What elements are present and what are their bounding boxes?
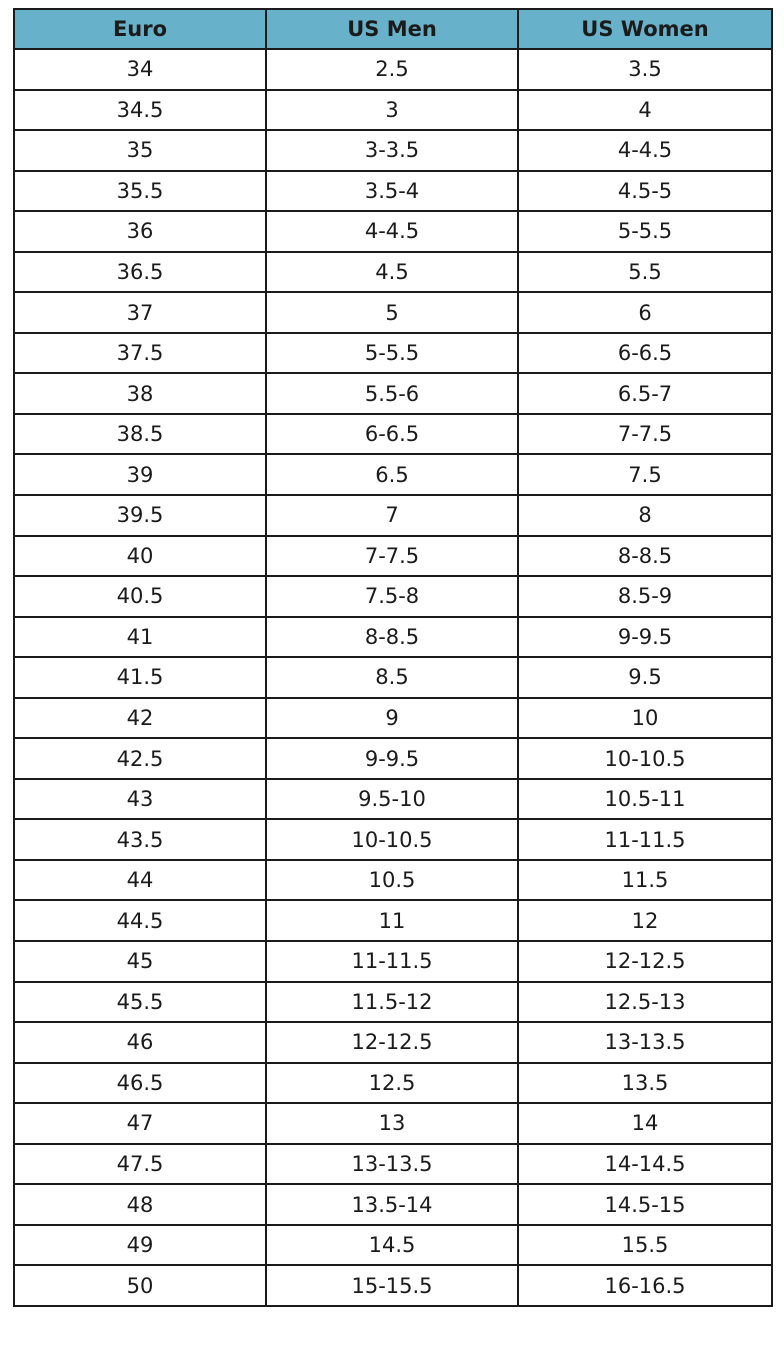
us-women-cell: 11-11.5 bbox=[518, 819, 772, 860]
us-women-cell: 13.5 bbox=[518, 1063, 772, 1104]
us-men-cell: 7-7.5 bbox=[266, 536, 518, 577]
us-women-cell: 7.5 bbox=[518, 454, 772, 495]
table-row bbox=[14, 1144, 772, 1185]
table-row bbox=[14, 49, 772, 90]
euro-cell: 35 bbox=[14, 130, 266, 171]
table-row bbox=[14, 454, 772, 495]
us-women-cell: 14.5-15 bbox=[518, 1184, 772, 1225]
euro-cell: 34.5 bbox=[14, 90, 266, 131]
table-row bbox=[14, 211, 772, 252]
euro-cell: 38 bbox=[14, 373, 266, 414]
euro-cell: 43 bbox=[14, 779, 266, 820]
euro-cell: 44.5 bbox=[14, 900, 266, 941]
us-men-cell: 11 bbox=[266, 900, 518, 941]
us-men-cell: 10.5 bbox=[266, 860, 518, 901]
euro-cell: 39.5 bbox=[14, 495, 266, 536]
us-women-cell: 4-4.5 bbox=[518, 130, 772, 171]
euro-cell: 34 bbox=[14, 49, 266, 90]
table-body bbox=[14, 49, 772, 1306]
us-women-cell: 9.5 bbox=[518, 657, 772, 698]
euro-cell: 45.5 bbox=[14, 982, 266, 1023]
us-men-cell: 11.5-12 bbox=[266, 982, 518, 1023]
euro-cell: 44 bbox=[14, 860, 266, 901]
table-row bbox=[14, 171, 772, 212]
header-row bbox=[14, 9, 772, 49]
us-women-cell: 6-6.5 bbox=[518, 333, 772, 374]
euro-cell: 40.5 bbox=[14, 576, 266, 617]
us-women-cell: 14-14.5 bbox=[518, 1144, 772, 1185]
us-men-cell: 5-5.5 bbox=[266, 333, 518, 374]
us-men-cell: 4-4.5 bbox=[266, 211, 518, 252]
euro-cell: 36 bbox=[14, 211, 266, 252]
us-women-cell: 16-16.5 bbox=[518, 1265, 772, 1306]
us-women-cell: 6 bbox=[518, 292, 772, 333]
table-row bbox=[14, 900, 772, 941]
us-women-cell: 7-7.5 bbox=[518, 414, 772, 455]
us-men-cell: 13 bbox=[266, 1103, 518, 1144]
euro-cell: 46.5 bbox=[14, 1063, 266, 1104]
table-row bbox=[14, 1184, 772, 1225]
us-men-cell: 3 bbox=[266, 90, 518, 131]
us-women-cell: 13-13.5 bbox=[518, 1022, 772, 1063]
us-men-cell: 15-15.5 bbox=[266, 1265, 518, 1306]
header-us-women: US Women bbox=[518, 9, 772, 49]
table-row bbox=[14, 1022, 772, 1063]
table-row bbox=[14, 698, 772, 739]
euro-cell: 41.5 bbox=[14, 657, 266, 698]
euro-cell: 40 bbox=[14, 536, 266, 577]
euro-cell: 38.5 bbox=[14, 414, 266, 455]
us-men-cell: 5.5-6 bbox=[266, 373, 518, 414]
us-men-cell: 9.5-10 bbox=[266, 779, 518, 820]
us-women-cell: 10-10.5 bbox=[518, 738, 772, 779]
table-row bbox=[14, 1063, 772, 1104]
euro-cell: 49 bbox=[14, 1225, 266, 1266]
us-women-cell: 8.5-9 bbox=[518, 576, 772, 617]
euro-cell: 39 bbox=[14, 454, 266, 495]
table-row bbox=[14, 779, 772, 820]
euro-cell: 45 bbox=[14, 941, 266, 982]
us-women-cell: 8-8.5 bbox=[518, 536, 772, 577]
us-women-cell: 11.5 bbox=[518, 860, 772, 901]
euro-cell: 42 bbox=[14, 698, 266, 739]
table-row bbox=[14, 414, 772, 455]
euro-cell: 37.5 bbox=[14, 333, 266, 374]
table-row bbox=[14, 1265, 772, 1306]
us-women-cell: 5-5.5 bbox=[518, 211, 772, 252]
size-chart bbox=[13, 8, 771, 1307]
us-men-cell: 2.5 bbox=[266, 49, 518, 90]
euro-cell: 36.5 bbox=[14, 252, 266, 293]
table-row bbox=[14, 738, 772, 779]
us-women-cell: 15.5 bbox=[518, 1225, 772, 1266]
table-row bbox=[14, 373, 772, 414]
header-us-men: US Men bbox=[266, 9, 518, 49]
us-men-cell: 9 bbox=[266, 698, 518, 739]
us-men-cell: 6-6.5 bbox=[266, 414, 518, 455]
euro-cell: 50 bbox=[14, 1265, 266, 1306]
table-row bbox=[14, 819, 772, 860]
euro-cell: 48 bbox=[14, 1184, 266, 1225]
us-men-cell: 12-12.5 bbox=[266, 1022, 518, 1063]
us-men-cell: 4.5 bbox=[266, 252, 518, 293]
table-row bbox=[14, 495, 772, 536]
table-row bbox=[14, 130, 772, 171]
us-men-cell: 14.5 bbox=[266, 1225, 518, 1266]
us-men-cell: 10-10.5 bbox=[266, 819, 518, 860]
us-men-cell: 7 bbox=[266, 495, 518, 536]
us-men-cell: 12.5 bbox=[266, 1063, 518, 1104]
table-row bbox=[14, 333, 772, 374]
table-row bbox=[14, 252, 772, 293]
us-men-cell: 3-3.5 bbox=[266, 130, 518, 171]
us-women-cell: 4.5-5 bbox=[518, 171, 772, 212]
us-men-cell: 8.5 bbox=[266, 657, 518, 698]
euro-cell: 47 bbox=[14, 1103, 266, 1144]
table-row bbox=[14, 576, 772, 617]
table-row bbox=[14, 292, 772, 333]
table-header bbox=[14, 9, 772, 49]
table-row bbox=[14, 941, 772, 982]
us-women-cell: 4 bbox=[518, 90, 772, 131]
us-women-cell: 12 bbox=[518, 900, 772, 941]
us-men-cell: 13-13.5 bbox=[266, 1144, 518, 1185]
us-women-cell: 8 bbox=[518, 495, 772, 536]
table-row bbox=[14, 657, 772, 698]
us-men-cell: 5 bbox=[266, 292, 518, 333]
us-women-cell: 5.5 bbox=[518, 252, 772, 293]
table-row bbox=[14, 1225, 772, 1266]
table-row bbox=[14, 860, 772, 901]
us-men-cell: 7.5-8 bbox=[266, 576, 518, 617]
us-men-cell: 3.5-4 bbox=[266, 171, 518, 212]
us-men-cell: 8-8.5 bbox=[266, 617, 518, 658]
us-women-cell: 14 bbox=[518, 1103, 772, 1144]
euro-cell: 41 bbox=[14, 617, 266, 658]
euro-cell: 46 bbox=[14, 1022, 266, 1063]
table-row bbox=[14, 982, 772, 1023]
us-men-cell: 9-9.5 bbox=[266, 738, 518, 779]
us-women-cell: 12-12.5 bbox=[518, 941, 772, 982]
size-conversion-table bbox=[13, 8, 773, 1307]
us-women-cell: 12.5-13 bbox=[518, 982, 772, 1023]
table-row bbox=[14, 90, 772, 131]
euro-cell: 47.5 bbox=[14, 1144, 266, 1185]
us-women-cell: 9-9.5 bbox=[518, 617, 772, 658]
us-women-cell: 10.5-11 bbox=[518, 779, 772, 820]
us-men-cell: 13.5-14 bbox=[266, 1184, 518, 1225]
euro-cell: 35.5 bbox=[14, 171, 266, 212]
table-row bbox=[14, 617, 772, 658]
us-men-cell: 6.5 bbox=[266, 454, 518, 495]
euro-cell: 37 bbox=[14, 292, 266, 333]
table-row bbox=[14, 536, 772, 577]
us-men-cell: 11-11.5 bbox=[266, 941, 518, 982]
header-euro: Euro bbox=[14, 9, 266, 49]
table-row bbox=[14, 1103, 772, 1144]
us-women-cell: 3.5 bbox=[518, 49, 772, 90]
us-women-cell: 10 bbox=[518, 698, 772, 739]
euro-cell: 43.5 bbox=[14, 819, 266, 860]
us-women-cell: 6.5-7 bbox=[518, 373, 772, 414]
euro-cell: 42.5 bbox=[14, 738, 266, 779]
